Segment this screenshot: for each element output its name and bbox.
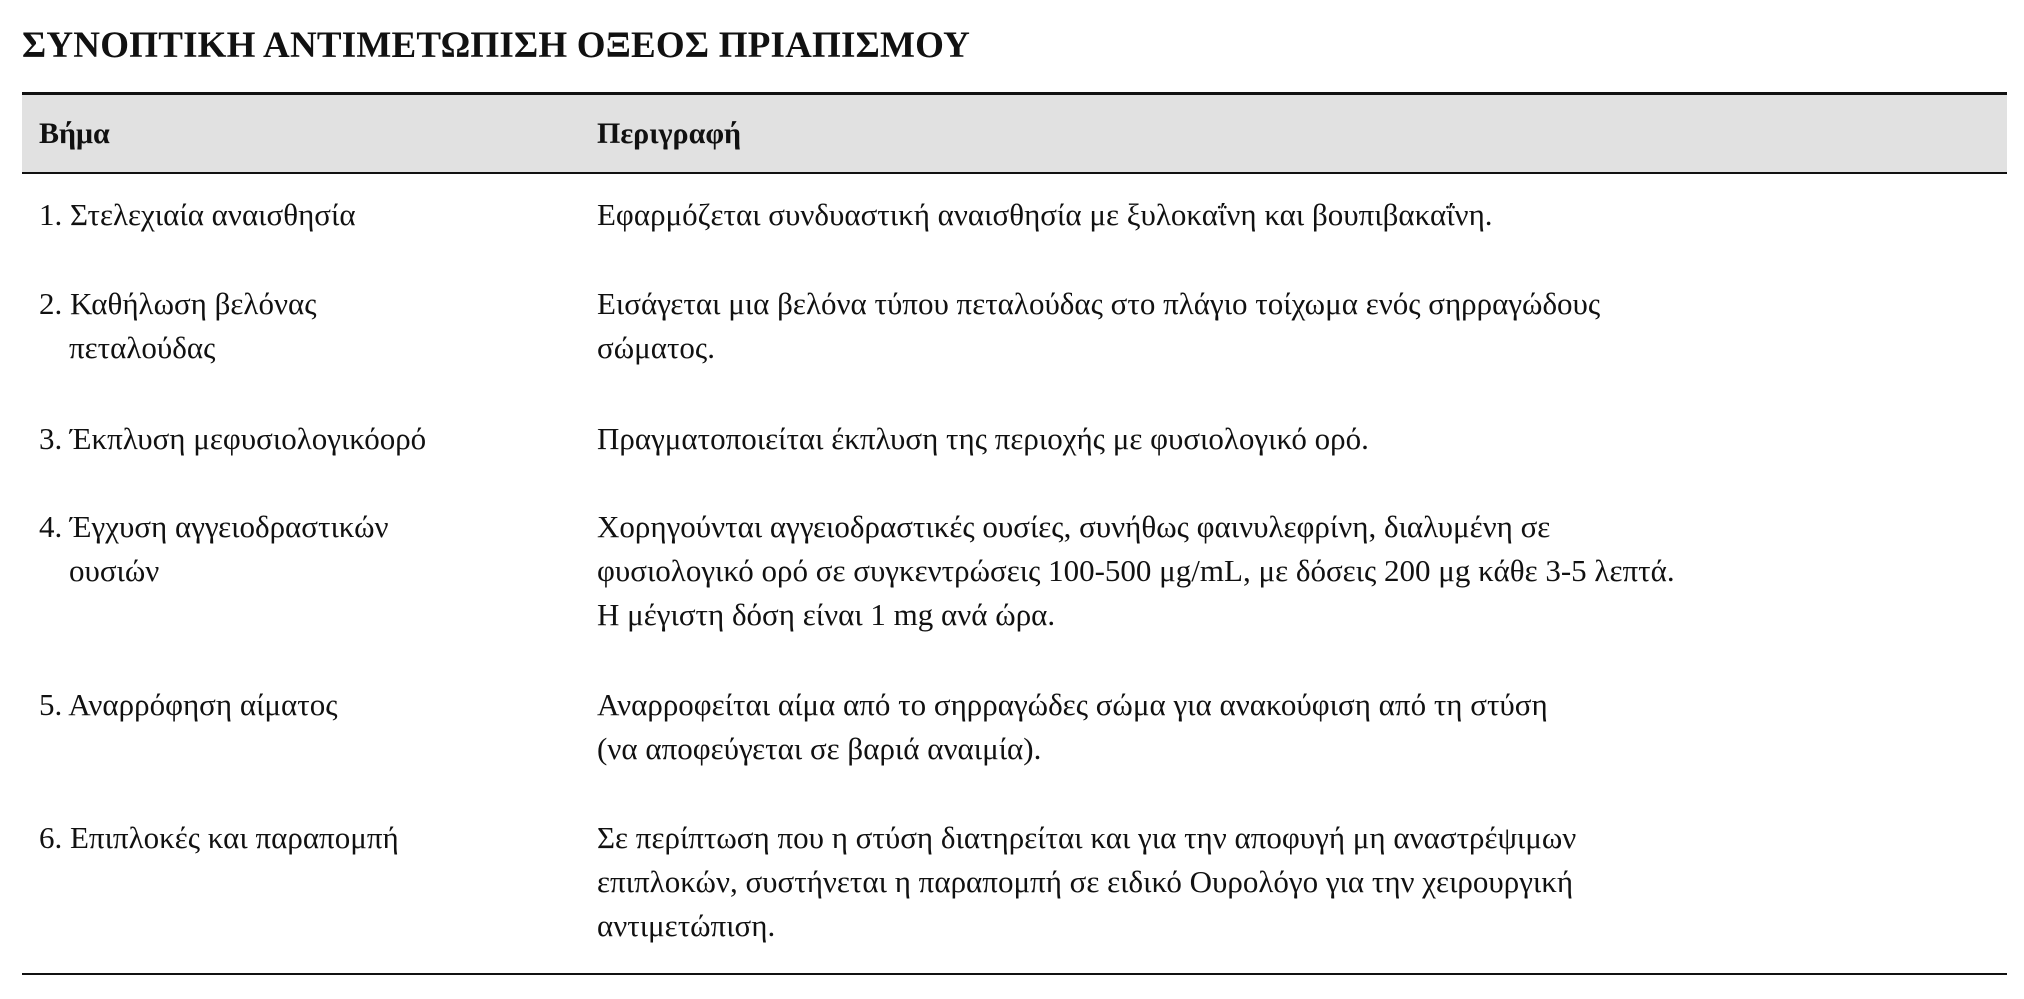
row-4-description (597, 505, 1997, 637)
row-5-description (597, 683, 1997, 771)
description-line: φυσιολογικό ορό σε συγκεντρώσεις 100-500 μg/mL, με δόσεις 200 μg κάθε 3-5 λεπτά. (597, 553, 1675, 588)
description-line: Εφαρμόζεται συνδυαστική αναισθησία με ξυλοκαΐνη και βουπιβακαΐνη. (597, 197, 1493, 232)
description-line: σώματος. (597, 330, 715, 365)
row-2-description (597, 282, 1997, 370)
row-2-step (39, 282, 579, 370)
step-line: 3. Έκπλυση μεφυσιολογικόορό (39, 421, 427, 456)
header-step: Βήμα (39, 117, 110, 150)
row-5-step (39, 683, 579, 727)
table-header-band (22, 95, 2007, 172)
row-6-description (597, 816, 1997, 948)
description-line: Χορηγούνται αγγειοδραστικές ουσίες, συνήθως φαινυλεφρίνη, διαλυμένη σε (597, 509, 1551, 544)
description-line: Σε περίπτωση που η στύση διατηρείται και για την αποφυγή μη αναστρέψιμων (597, 820, 1577, 855)
header-bottom-rule (22, 172, 2007, 174)
step-line: 1. Στελεχιαία αναισθησία (39, 197, 356, 232)
description-line: Εισάγεται μια βελόνα τύπου πεταλούδας στο πλάγιο τοίχωμα ενός σηρραγώδους (597, 286, 1601, 321)
table-bottom-rule (22, 973, 2007, 975)
row-1-description (597, 193, 1997, 237)
row-6-step (39, 816, 579, 860)
step-line: ουσιών (69, 553, 160, 588)
row-3-step (39, 417, 579, 461)
description-line: Πραγματοποιείται έκπλυση της περιοχής με φυσιολογικό ορό. (597, 421, 1369, 456)
step-line: 6. Επιπλοκές και παραπομπή (39, 820, 399, 855)
description-line: (να αποφεύγεται σε βαριά αναιμία). (597, 731, 1042, 766)
description-line: επιπλοκών, συστήνεται η παραπομπή σε ειδικό Ουρολόγο για την χειρουργική (597, 864, 1574, 899)
step-line: 4. Έγχυση αγγειοδραστικών (39, 509, 389, 544)
step-line: 2. Καθήλωση βελόνας (39, 286, 317, 321)
step-line: πεταλούδας (69, 330, 216, 365)
row-1-step (39, 193, 579, 237)
header-description: Περιγραφή (597, 117, 742, 150)
document-title: ΣΥΝΟΠΤΙΚΗ ΑΝΤΙΜΕΤΩΠΙΣΗ ΟΞΕΟΣ ΠΡΙΑΠΙΣΜΟΥ (22, 25, 971, 66)
description-line: αντιμετώπιση. (597, 908, 776, 943)
description-line: Αναρροφείται αίμα από το σηρραγώδες σώμα για ανακούφιση από τη στύση (597, 687, 1548, 722)
row-4-step (39, 505, 579, 593)
description-line: Η μέγιστη δόση είναι 1 mg ανά ώρα. (597, 597, 1056, 632)
step-line: 5. Αναρρόφηση αίματος (39, 687, 338, 722)
row-3-description (597, 417, 1997, 461)
